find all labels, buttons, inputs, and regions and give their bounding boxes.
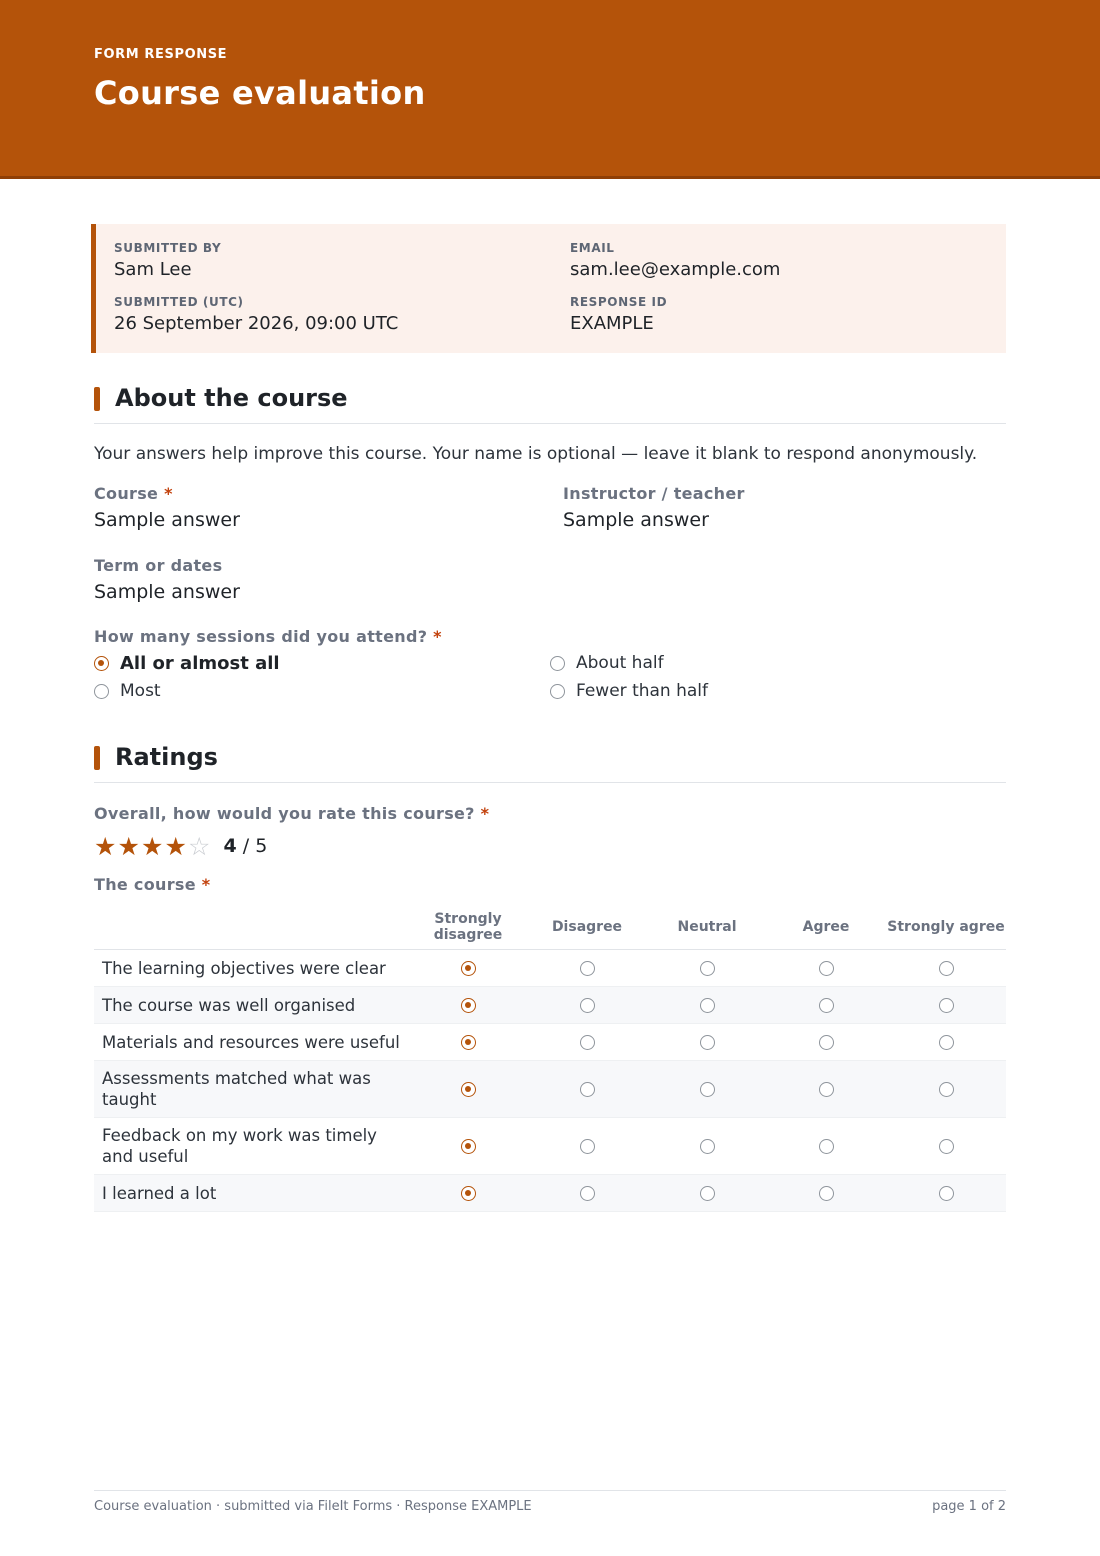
option-label: Most: [120, 681, 161, 701]
grid-row-label: Assessments matched what was taught: [102, 1069, 371, 1109]
star-empty-icon: ☆: [188, 831, 211, 861]
radio-empty-icon: [94, 684, 109, 699]
submission-meta: [91, 224, 1006, 353]
star-filled-icon: ★: [164, 831, 187, 861]
radio-empty-icon[interactable]: [939, 1082, 954, 1097]
meta-email-value: sam.lee@example.com: [570, 259, 781, 280]
radio-selected-icon[interactable]: [461, 961, 476, 976]
radio-selected-icon[interactable]: [461, 1035, 476, 1050]
radio-empty-icon[interactable]: [580, 1186, 595, 1201]
meta-submitted-by-value: Sam Lee: [114, 259, 192, 280]
question-grid-label: [94, 875, 210, 894]
section-ratings: [94, 743, 1006, 783]
radio-empty-icon[interactable]: [700, 961, 715, 976]
rating-value: 4: [223, 835, 237, 857]
section-title: About the course: [115, 384, 348, 412]
radio-empty-icon[interactable]: [700, 1082, 715, 1097]
question-course-label: [94, 484, 173, 503]
grid-row-label: I learned a lot: [102, 1184, 217, 1203]
option-label: All or almost all: [120, 652, 280, 674]
question-label-text: Course: [94, 484, 159, 503]
question-label-text: Overall, how would you rate this course?: [94, 804, 475, 823]
question-label-text: How many sessions did you attend?: [94, 627, 428, 646]
answer-term: Sample answer: [94, 581, 240, 603]
rating-suffix: / 5: [236, 835, 268, 857]
meta-response-id-value: EXAMPLE: [570, 313, 654, 334]
radio-empty-icon[interactable]: [819, 998, 834, 1013]
meta-submitted-utc-value: 26 September 2026, 09:00 UTC: [114, 313, 399, 334]
grid-row-label: Materials and resources were useful: [102, 1033, 400, 1052]
radio-selected-icon[interactable]: [461, 998, 476, 1013]
grid-row: [94, 1118, 1006, 1175]
radio-empty-icon[interactable]: [819, 1082, 834, 1097]
footer-page-number: page 1 of 2: [932, 1499, 1006, 1514]
radio-empty-icon: [550, 656, 565, 671]
radio-empty-icon[interactable]: [700, 998, 715, 1013]
grid-row: [94, 1061, 1006, 1118]
grid-row-label: The learning objectives were clear: [102, 959, 386, 978]
page-footer: [94, 1490, 1006, 1520]
grid-column-header: Neutral: [677, 918, 737, 935]
radio-selected-icon[interactable]: [461, 1186, 476, 1201]
likert-grid-header: [94, 905, 1006, 950]
meta-email: [570, 241, 780, 280]
meta-submitted-by: [114, 241, 221, 280]
meta-submitted-by-label: SUBMITTED BY: [114, 241, 222, 255]
option-label: Fewer than half: [576, 681, 708, 701]
radio-selected-icon: [94, 656, 109, 671]
meta-submitted-utc: [114, 295, 398, 334]
radio-empty-icon[interactable]: [580, 1139, 595, 1154]
sessions-option-all[interactable]: [94, 651, 280, 675]
grid-row: [94, 1175, 1006, 1212]
option-label: About half: [576, 653, 664, 673]
section-intro: Your answers help improve this course. Your name is optional — leave it blank to respond anonymously.: [94, 444, 978, 464]
radio-empty-icon[interactable]: [819, 961, 834, 976]
meta-submitted-utc-label: SUBMITTED (UTC): [114, 295, 244, 309]
section-accent-bar: [94, 746, 100, 770]
likert-grid: [94, 905, 1006, 1212]
radio-empty-icon[interactable]: [939, 1035, 954, 1050]
star-rating: [94, 831, 267, 861]
required-marker: *: [164, 484, 173, 503]
form-header: [0, 0, 1100, 179]
grid-row: [94, 950, 1006, 987]
radio-empty-icon[interactable]: [939, 961, 954, 976]
radio-empty-icon[interactable]: [819, 1035, 834, 1050]
question-label-text: The course: [94, 875, 196, 894]
radio-empty-icon[interactable]: [939, 1186, 954, 1201]
grid-column-header: Strongly agree: [887, 918, 1005, 935]
star-filled-icon: ★: [94, 831, 117, 861]
grid-row-label: Feedback on my work was timely and useful: [102, 1126, 377, 1166]
required-marker: *: [201, 875, 211, 894]
question-term-label: Term or dates: [94, 556, 223, 575]
required-marker: *: [433, 627, 442, 646]
grid-row: [94, 987, 1006, 1024]
radio-empty-icon[interactable]: [939, 998, 954, 1013]
radio-empty-icon[interactable]: [939, 1139, 954, 1154]
sessions-option-fewer[interactable]: [550, 679, 708, 703]
grid-column-header: Disagree: [551, 918, 623, 935]
star-icons: [94, 831, 212, 861]
likert-grid-body: [94, 950, 1006, 1212]
radio-empty-icon[interactable]: [580, 961, 595, 976]
section-title: Ratings: [115, 743, 218, 771]
radio-selected-icon[interactable]: [461, 1082, 476, 1097]
radio-empty-icon[interactable]: [580, 998, 595, 1013]
sessions-option-half[interactable]: [550, 651, 664, 675]
footer-left: Course evaluation · submitted via FileIt Forms · Response EXAMPLE: [94, 1499, 532, 1514]
radio-empty-icon[interactable]: [700, 1186, 715, 1201]
section-about-course: [94, 384, 1006, 424]
radio-empty-icon[interactable]: [700, 1139, 715, 1154]
question-overall-label: [94, 804, 489, 823]
question-instructor-label: Instructor / teacher: [563, 484, 745, 503]
radio-empty-icon[interactable]: [580, 1082, 595, 1097]
required-marker: *: [480, 804, 490, 823]
rating-text: [224, 835, 268, 857]
grid-row-label: The course was well organised: [102, 996, 356, 1015]
grid-row: [94, 1024, 1006, 1061]
radio-empty-icon[interactable]: [819, 1186, 834, 1201]
star-filled-icon: ★: [141, 831, 164, 861]
radio-selected-icon[interactable]: [461, 1139, 476, 1154]
question-sessions-label: [94, 627, 442, 646]
radio-empty-icon[interactable]: [819, 1139, 834, 1154]
radio-empty-icon[interactable]: [700, 1035, 715, 1050]
star-filled-icon: ★: [117, 831, 140, 861]
meta-response-id-label: RESPONSE ID: [570, 295, 668, 309]
radio-empty-icon[interactable]: [580, 1035, 595, 1050]
meta-response-id: [570, 295, 667, 334]
grid-column-header: Strongly disagree: [433, 911, 503, 943]
answer-instructor: Sample answer: [563, 509, 709, 531]
form-title: Course evaluation: [94, 74, 426, 112]
answer-course: Sample answer: [94, 509, 240, 531]
form-eyebrow: FORM RESPONSE: [94, 47, 228, 62]
radio-empty-icon: [550, 684, 565, 699]
meta-email-label: EMAIL: [570, 241, 615, 255]
section-accent-bar: [94, 387, 100, 411]
grid-column-header: Agree: [802, 918, 850, 935]
sessions-option-most[interactable]: [94, 679, 161, 703]
